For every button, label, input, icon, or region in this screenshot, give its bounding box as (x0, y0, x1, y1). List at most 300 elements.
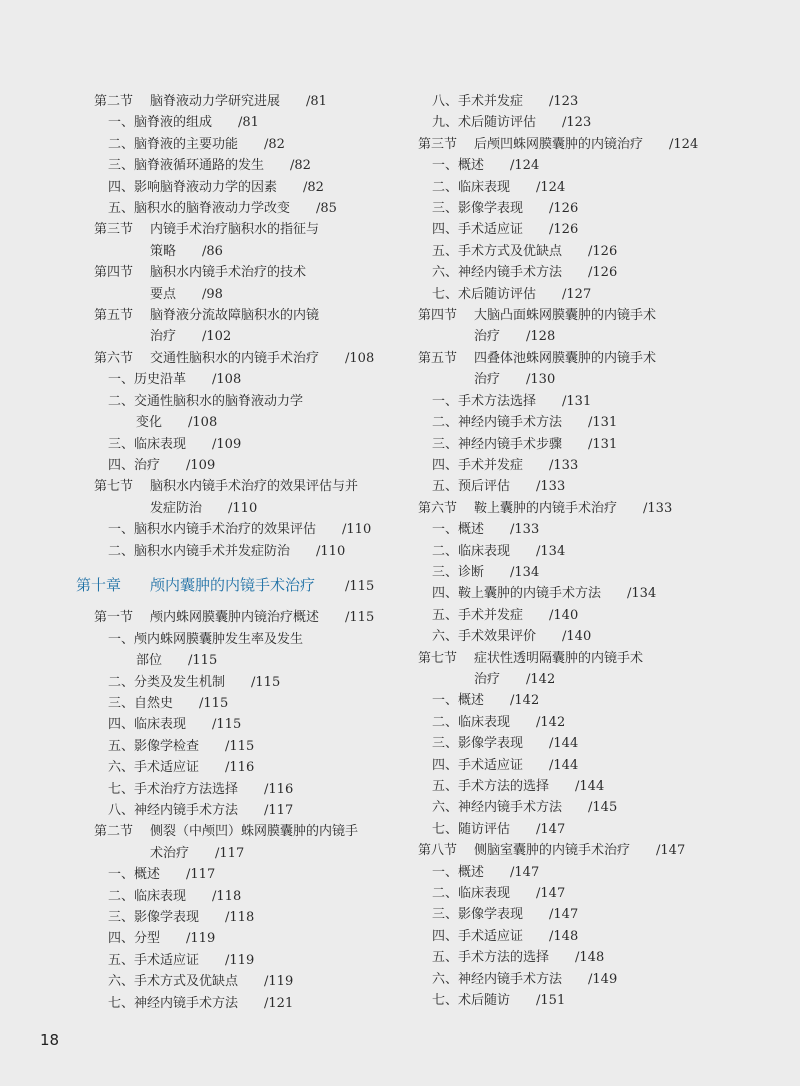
toc-entry-cont (418, 669, 758, 690)
toc-entry-title: 神经内镜手术方法 (134, 995, 239, 1011)
toc-entry-number: 四、 (432, 457, 459, 473)
toc-entry-title: 交通性脑积水的内镜手术治疗 (150, 350, 320, 366)
toc-entry-cont (94, 284, 404, 305)
toc-entry-title: 治疗 (474, 372, 501, 388)
toc-entry-page: /121 (264, 995, 294, 1011)
toc-entry-page: /123 (549, 94, 579, 109)
toc-entry-page: /134 (627, 586, 657, 602)
toc-entry-title: 脑积水内镜手术并发症防治 (134, 543, 291, 559)
toc-entry-title: 要点 (150, 286, 177, 302)
toc-entry-sub (418, 990, 758, 1011)
toc-entry-number: 六、 (108, 760, 135, 776)
toc-entry-number: 第四节 (94, 265, 134, 281)
toc-entry-title: 影像学表现 (134, 910, 200, 926)
toc-entry-section (94, 476, 404, 497)
toc-entry-sub (418, 91, 758, 112)
toc-entry-section (94, 607, 404, 628)
toc-entry-sub (94, 693, 404, 714)
toc-entry-title: 手术方法选择 (458, 393, 537, 409)
toc-entry-number: 二、 (108, 393, 135, 409)
toc-entry-title: 临床表现 (458, 886, 511, 902)
toc-entry-number: 四、 (432, 586, 459, 602)
toc-entry-title: 神经内镜手术步骤 (458, 436, 563, 452)
toc-entry-sub (418, 755, 758, 776)
toc-entry-sub (94, 864, 404, 885)
toc-entry-title: 术后随访 (458, 993, 511, 1009)
toc-entry-title: 治疗 (474, 329, 501, 345)
toc-entry-number: 三、 (432, 907, 459, 923)
toc-entry-cont (94, 326, 404, 347)
toc-entry-number: 一、 (108, 115, 135, 131)
toc-entry-number: 五、 (108, 952, 135, 968)
toc-entry-title: 症状性透明隔囊肿的内镜手术 (474, 650, 644, 666)
toc-entry-title: 发症防治 (150, 500, 203, 516)
toc-entry-sub (418, 819, 758, 840)
toc-entry-sub (418, 112, 758, 133)
toc-entry-subcont (94, 650, 404, 671)
toc-entry-number: 第七节 (94, 479, 134, 495)
toc-entry-page: /123 (562, 115, 592, 131)
toc-entry-number: 第五节 (94, 308, 134, 324)
toc-entry-title: 手术治疗方法选择 (134, 781, 239, 797)
toc-entry-number: 四、 (108, 717, 135, 733)
toc-entry-number: 一、 (108, 867, 135, 883)
toc-entry-number: 三、 (108, 695, 135, 711)
toc-entry-sub (418, 541, 758, 562)
toc-entry-title: 概述 (458, 158, 485, 174)
toc-entry-sub (418, 519, 758, 540)
toc-entry-title: 预后评估 (458, 479, 511, 495)
toc-entry-page: /151 (536, 993, 566, 1009)
toc-entry-page: /119 (264, 974, 294, 990)
toc-entry-page: /142 (536, 714, 566, 730)
toc-entry-title: 手术适应证 (458, 222, 524, 238)
toc-entry-sub (94, 971, 404, 992)
toc-entry-page: /131 (588, 436, 618, 452)
toc-entry-title: 治疗 (134, 457, 161, 473)
toc-entry-page: /124 (536, 179, 566, 195)
toc-entry-page: /147 (656, 843, 686, 859)
toc-entry-title: 治疗 (474, 671, 501, 687)
toc-entry-title: 手术方法的选择 (458, 779, 550, 794)
toc-entry-title: 手术效果评价 (458, 629, 537, 645)
toc-entry-page: /118 (225, 910, 255, 926)
toc-entry-sub (418, 219, 758, 240)
toc-entry-page: /98 (202, 286, 223, 302)
toc-entry-sub (418, 862, 758, 883)
toc-entry-sub (94, 993, 404, 1014)
toc-entry-title: 颅内蛛网膜囊肿内镜治疗概述 (150, 610, 320, 626)
toc-entry-page: /110 (316, 543, 346, 559)
toc-entry-number: 五、 (432, 950, 459, 966)
toc-entry-number: 七、 (108, 995, 135, 1011)
toc-entry-page: /118 (212, 888, 242, 904)
toc-entry-title: 手术并发症 (458, 457, 524, 473)
toc-entry-sub (94, 907, 404, 928)
toc-entry-sub (418, 583, 758, 604)
toc-entry-section (418, 305, 758, 326)
toc-entry-page: /81 (306, 94, 327, 109)
toc-entry-number: 六、 (432, 629, 459, 645)
toc-entry-sub (94, 800, 404, 821)
toc-entry-sub (94, 519, 404, 540)
toc-entry-sub (418, 904, 758, 925)
toc-entry-title: 影像学表现 (458, 736, 524, 752)
toc-entry-title: 手术适应证 (458, 757, 524, 773)
toc-entry-page: /82 (290, 158, 311, 174)
toc-right-column (418, 91, 758, 1011)
toc-entry-title: 术后随访评估 (458, 115, 537, 131)
toc-entry-title: 临床表现 (458, 543, 511, 559)
toc-entry-section (418, 348, 758, 369)
toc-entry-title: 手术适应证 (458, 928, 524, 944)
toc-entry-number: 三、 (432, 436, 459, 452)
toc-entry-page: /116 (225, 760, 255, 776)
toc-entry-page: /144 (575, 779, 605, 794)
toc-entry-sub (418, 412, 758, 433)
toc-entry-title: 临床表现 (134, 888, 187, 904)
toc-entry-title: 诊断 (458, 564, 485, 580)
toc-entry-section (94, 305, 404, 326)
toc-entry-number: 四、 (432, 222, 459, 238)
toc-entry-sub (94, 950, 404, 971)
toc-entry-number: 四、 (108, 457, 135, 473)
toc-entry-sub (94, 714, 404, 735)
toc-entry-title: 神经内镜手术方法 (134, 803, 239, 818)
toc-entry-number: 三、 (432, 201, 459, 217)
toc-entry-title: 临床表现 (458, 179, 511, 195)
toc-entry-sub (418, 605, 758, 626)
toc-entry-page: /126 (549, 201, 579, 217)
toc-entry-page: /119 (186, 931, 216, 947)
toc-entry-number: 三、 (432, 736, 459, 752)
toc-entry-number: 二、 (108, 136, 135, 152)
toc-entry-title: 手术适应证 (134, 952, 200, 968)
toc-entry-page: /148 (575, 950, 605, 966)
toc-entry-title: 影像学表现 (458, 907, 524, 923)
toc-entry-title: 策略 (150, 243, 177, 259)
toc-entry-number: 八、 (432, 94, 459, 109)
toc-entry-number: 二、 (432, 886, 459, 902)
toc-entry-title: 概述 (458, 864, 485, 880)
toc-entry-page: /82 (264, 136, 285, 152)
toc-entry-title: 四叠体池蛛网膜囊肿的内镜手术 (474, 350, 657, 366)
toc-entry-title: 历史沿革 (134, 372, 187, 388)
toc-entry-sub (94, 779, 404, 800)
toc-entry-cont (94, 241, 404, 262)
toc-entry-sub (418, 455, 758, 476)
toc-entry-sub (94, 155, 404, 176)
toc-entry-page: /115 (345, 578, 375, 594)
toc-entry-number: 四、 (432, 928, 459, 944)
toc-entry-sub (418, 198, 758, 219)
toc-entry-title: 临床表现 (134, 717, 187, 733)
toc-entry-cont (418, 326, 758, 347)
toc-entry-page: /86 (202, 243, 223, 259)
toc-entry-title: 临床表现 (134, 436, 187, 452)
toc-entry-number: 一、 (108, 631, 135, 647)
toc-entry-title: 概述 (458, 693, 485, 709)
toc-entry-number: 一、 (432, 522, 459, 538)
toc-entry-page: /140 (549, 607, 579, 623)
toc-entry-page: /115 (188, 653, 218, 669)
toc-entry-title: 分类及发生机制 (134, 674, 226, 690)
toc-entry-section (94, 91, 404, 112)
toc-entry-sub (418, 626, 758, 647)
toc-entry-title: 鞍上囊肿的内镜手术方法 (458, 586, 602, 602)
toc-entry-page: /131 (562, 393, 592, 409)
toc-entry-title: 神经内镜手术方法 (458, 415, 563, 431)
toc-entry-chapter (76, 562, 404, 607)
toc-entry-page: /142 (526, 671, 556, 687)
toc-entry-number: 一、 (432, 158, 459, 174)
toc-entry-number: 第四节 (418, 308, 458, 324)
toc-entry-title: 大脑凸面蛛网膜囊肿的内镜手术 (474, 308, 657, 324)
toc-entry-page: /126 (549, 222, 579, 238)
toc-entry-number: 六、 (432, 971, 459, 987)
toc-entry-number: 三、 (108, 436, 135, 452)
toc-entry-page: /109 (186, 457, 216, 473)
toc-entry-number: 第三节 (94, 222, 134, 238)
toc-entry-title: 侧脑室囊肿的内镜手术治疗 (474, 843, 631, 859)
toc-entry-title: 脑积水的脑脊液动力学改变 (134, 201, 291, 217)
toc-entry-sub (94, 434, 404, 455)
toc-entry-section (94, 348, 404, 369)
toc-entry-page: /134 (536, 543, 566, 559)
toc-entry-number: 六、 (108, 974, 135, 990)
toc-entry-sub (418, 241, 758, 262)
toc-entry-number: 七、 (432, 821, 459, 837)
toc-entry-page: /115 (345, 610, 375, 626)
toc-entry-page: /128 (526, 329, 556, 345)
toc-entry-title: 影响脑脊液动力学的因素 (134, 179, 278, 195)
toc-entry-page: /149 (588, 971, 618, 987)
toc-entry-title: 手术并发症 (458, 607, 524, 623)
toc-entry-sub (94, 928, 404, 949)
toc-entry-number: 第五节 (418, 350, 458, 366)
toc-entry-number: 一、 (432, 693, 459, 709)
toc-entry-title: 侧裂（中颅凹）蛛网膜囊肿的内镜手 (150, 824, 359, 840)
toc-entry-sub (418, 562, 758, 583)
toc-entry-number: 八、 (108, 803, 135, 818)
toc-entry-title: 概述 (458, 522, 485, 538)
toc-entry-page: /117 (186, 867, 216, 883)
toc-entry-sub (94, 736, 404, 757)
toc-entry-page: /140 (562, 629, 592, 645)
toc-entry-number: 四、 (108, 931, 135, 947)
toc-entry-number: 九、 (432, 115, 459, 131)
toc-entry-number: 第二节 (94, 94, 134, 109)
toc-entry-title: 术治疗 (150, 845, 190, 861)
toc-entry-sub (94, 177, 404, 198)
toc-entry-number: 二、 (432, 179, 459, 195)
toc-entry-sub (94, 198, 404, 219)
toc-entry-page: /108 (345, 350, 375, 366)
toc-entry-page: /147 (510, 864, 540, 880)
toc-entry-page: /115 (212, 717, 242, 733)
toc-entry-title: 手术方式及优缺点 (134, 974, 239, 990)
toc-entry-title: 颅内囊肿的内镜手术治疗 (150, 575, 316, 594)
toc-entry-sub (418, 947, 758, 968)
toc-entry-page: /147 (536, 886, 566, 902)
toc-entry-number: 二、 (108, 888, 135, 904)
toc-entry-number: 第六节 (418, 500, 458, 516)
toc-entry-title: 影像学检查 (134, 738, 200, 754)
toc-entry-title: 手术方法的选择 (458, 950, 550, 966)
toc-entry-number: 一、 (432, 393, 459, 409)
toc-entry-page: /133 (510, 522, 540, 538)
toc-entry-title: 内镜手术治疗脑积水的指征与 (150, 222, 320, 238)
toc-entry-title: 手术方式及优缺点 (458, 243, 563, 259)
toc-entry-page: /145 (588, 800, 618, 816)
toc-entry-title: 自然史 (134, 695, 174, 711)
toc-entry-number: 二、 (108, 674, 135, 690)
toc-entry-sub (94, 455, 404, 476)
toc-entry-title: 影像学表现 (458, 201, 524, 217)
toc-entry-subcont (94, 412, 404, 433)
toc-entry-sub (418, 476, 758, 497)
toc-entry-title: 脑脊液循环通路的发生 (134, 158, 265, 174)
toc-entry-title: 脑脊液的主要功能 (134, 136, 239, 152)
toc-entry-title: 临床表现 (458, 714, 511, 730)
toc-entry-page: /102 (202, 329, 232, 345)
toc-entry-page: /117 (215, 845, 245, 861)
toc-entry-page: /130 (526, 372, 556, 388)
toc-entry-sub (418, 155, 758, 176)
toc-entry-number: 七、 (432, 286, 459, 302)
toc-entry-number: 第二节 (94, 824, 134, 840)
toc-entry-section (94, 262, 404, 283)
toc-entry-cont (94, 843, 404, 864)
toc-entry-number: 五、 (432, 479, 459, 495)
toc-entry-page: /115 (251, 674, 281, 690)
toc-entry-sub (418, 177, 758, 198)
toc-entry-sub (418, 776, 758, 797)
toc-entry-number: 五、 (108, 738, 135, 754)
toc-entry-title: 手术适应证 (134, 760, 200, 776)
toc-entry-page: /117 (264, 803, 294, 818)
toc-entry-number: 第六节 (94, 350, 134, 366)
toc-entry-number: 三、 (432, 564, 459, 580)
toc-entry-sub (94, 541, 404, 562)
toc-entry-number: 二、 (432, 415, 459, 431)
toc-entry-title: 交通性脑积水的脑脊液动力学 (134, 393, 304, 409)
toc-entry-number: 五、 (432, 779, 459, 794)
toc-entry-title: 神经内镜手术方法 (458, 265, 563, 281)
toc-entry-sub (418, 391, 758, 412)
toc-entry-sub (94, 134, 404, 155)
toc-entry-title: 治疗 (150, 329, 177, 345)
toc-entry-sub (418, 733, 758, 754)
toc-entry-title: 后颅凹蛛网膜囊肿的内镜治疗 (474, 136, 644, 152)
toc-entry-section (94, 219, 404, 240)
toc-entry-section (418, 134, 758, 155)
toc-entry-sub (94, 886, 404, 907)
toc-entry-page: /116 (264, 781, 294, 797)
toc-entry-page: /109 (212, 436, 242, 452)
page-number: 18 (40, 1031, 60, 1049)
toc-entry-title: 术后随访评估 (458, 286, 537, 302)
toc-entry-number: 四、 (432, 757, 459, 773)
toc-entry-sub (418, 797, 758, 818)
toc-entry-number: 六、 (432, 265, 459, 281)
toc-entry-page: /110 (228, 500, 258, 516)
toc-entry-number: 二、 (108, 543, 135, 559)
toc-entry-title: 颅内蛛网膜囊肿发生率及发生 (134, 631, 304, 647)
toc-entry-number: 一、 (108, 522, 135, 538)
toc-entry-title: 脑积水内镜手术治疗的效果评估 (134, 522, 317, 538)
toc-entry-page: /110 (342, 522, 372, 538)
toc-entry-page: /144 (549, 757, 579, 773)
toc-entry-title: 脑积水内镜手术治疗的技术 (150, 265, 307, 281)
toc-entry-title: 变化 (136, 415, 163, 431)
toc-entry-sub (418, 434, 758, 455)
toc-entry-section (418, 648, 758, 669)
toc-entry-page: /108 (188, 415, 218, 431)
toc-entry-page: /147 (549, 907, 579, 923)
toc-entry-title: 脑脊液分流故障脑积水的内镜 (150, 308, 320, 324)
toc-entry-title: 脑脊液动力学研究进展 (150, 94, 281, 109)
toc-entry-page: /134 (510, 564, 540, 580)
toc-entry-number: 一、 (108, 372, 135, 388)
toc-entry-page: /147 (536, 821, 566, 837)
toc-entry-page: /133 (643, 500, 673, 516)
toc-entry-section (418, 498, 758, 519)
toc-entry-sub (418, 883, 758, 904)
toc-entry-page: /115 (225, 738, 255, 754)
toc-entry-title: 脑脊液的组成 (134, 115, 213, 131)
toc-entry-number: 六、 (432, 800, 459, 816)
toc-entry-number: 二、 (432, 714, 459, 730)
toc-entry-sub (94, 112, 404, 133)
toc-entry-sub (418, 690, 758, 711)
toc-entry-page: /148 (549, 928, 579, 944)
toc-entry-sub (94, 629, 404, 650)
toc-entry-number: 一、 (432, 864, 459, 880)
toc-entry-title: 分型 (134, 931, 161, 947)
toc-entry-sub (94, 672, 404, 693)
toc-entry-page: /108 (212, 372, 242, 388)
toc-entry-page: /82 (303, 179, 324, 195)
toc-entry-sub (418, 262, 758, 283)
toc-entry-sub (418, 969, 758, 990)
toc-entry-section (94, 821, 404, 842)
toc-entry-title: 手术并发症 (458, 94, 524, 109)
toc-entry-page: /115 (199, 695, 229, 711)
toc-entry-page: /85 (316, 201, 337, 217)
toc-entry-number: 二、 (432, 543, 459, 559)
toc-entry-page: /142 (510, 693, 540, 709)
toc-entry-section (418, 840, 758, 861)
toc-entry-page: /126 (588, 265, 618, 281)
toc-entry-page: /119 (225, 952, 255, 968)
toc-entry-number: 四、 (108, 179, 135, 195)
toc-entry-number: 五、 (108, 201, 135, 217)
toc-entry-page: /124 (669, 136, 699, 152)
toc-entry-page: /131 (588, 415, 618, 431)
toc-entry-page: /127 (562, 286, 592, 302)
toc-entry-number: 三、 (108, 158, 135, 174)
toc-entry-number: 第七节 (418, 650, 458, 666)
toc-entry-page: /144 (549, 736, 579, 752)
toc-entry-page: /124 (510, 158, 540, 174)
toc-entry-title: 部位 (136, 653, 163, 669)
toc-entry-number: 三、 (108, 910, 135, 926)
toc-entry-cont (418, 369, 758, 390)
toc-entry-page: /126 (588, 243, 618, 259)
toc-entry-cont (94, 498, 404, 519)
toc-entry-number: 五、 (432, 607, 459, 623)
